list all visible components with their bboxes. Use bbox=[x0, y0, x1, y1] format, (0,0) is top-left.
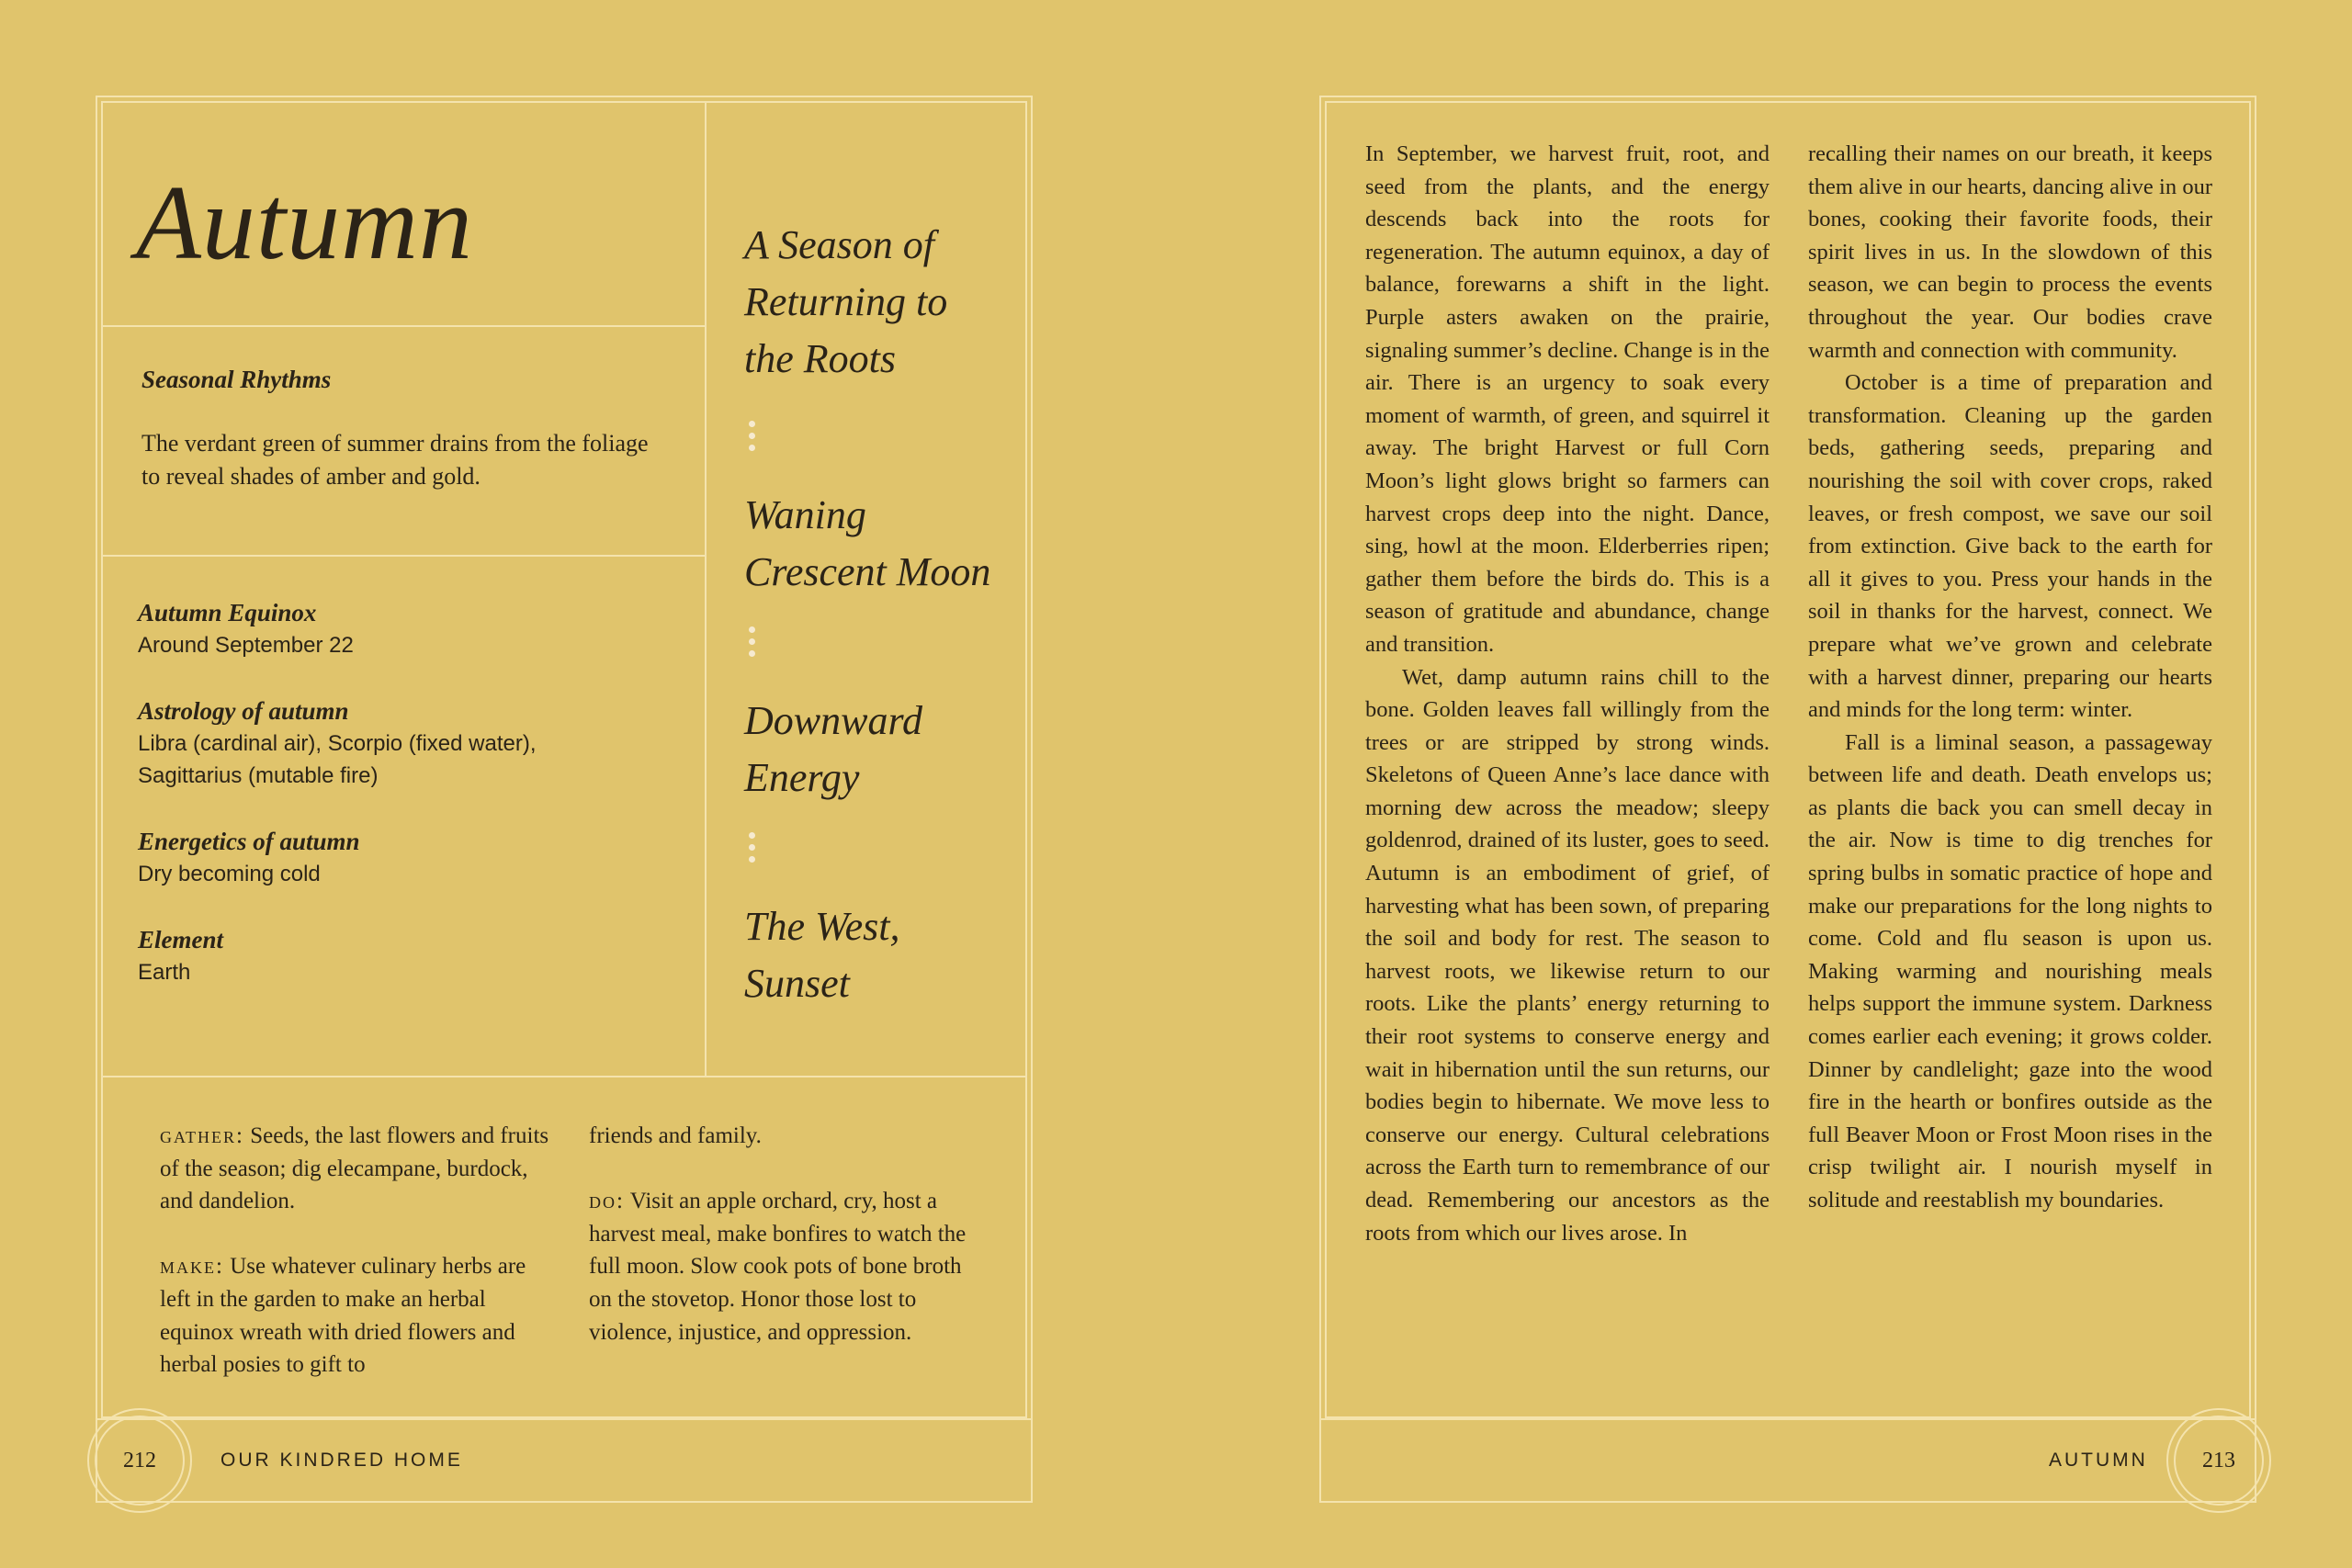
do-paragraph bbox=[589, 1185, 984, 1348]
gather-text: Seeds, the last flowers and fruits of the season; dig elecampane, burdock, and dandelion. bbox=[160, 1123, 549, 1214]
fact-value: Around September 22 bbox=[138, 633, 354, 658]
paragraph: Wet, damp autumn rains chill to the bone. Golden leaves fall willingly from the trees or are stripped by strong winds. Skeletons of Queen Anne’s lace dance with morning dew across the meadow; sleepy goldenrod, drained of its luster, goes to seed. Autumn is an embodiment of grief, of harvesting what has been sown, of preparing the soil and body for rest. The season to harvest roots, we likewise return to our roots. Like the plants’ energy returning to their root systems to conserve energy and wait in hibernation until the sun returns, our bodies begin to hibernate. We move less to conserve our energy. Cultural celebrations across the Earth turn to remembrance of our dead. Remembering our ancestors as the roots from which our lives arose. In bbox=[1365, 664, 1770, 1246]
make-label: make: bbox=[160, 1254, 224, 1280]
right-text-col-1 bbox=[1365, 138, 1770, 1249]
sidebar-item-moon: Waning Crescent Moon bbox=[744, 492, 991, 594]
left-grid-divider bbox=[705, 101, 707, 1077]
do-label: do: bbox=[589, 1189, 625, 1214]
make-text: Use whatever culinary herbs are left in the garden to make an herbal equinox wreath with dried flowers and herbal posies to gift to bbox=[160, 1254, 526, 1378]
dot-divider bbox=[749, 832, 756, 868]
bottom-col-left bbox=[160, 1120, 555, 1382]
left-page-number: 212 bbox=[123, 1449, 156, 1472]
fact-label: Element bbox=[138, 926, 223, 953]
fact-astrology bbox=[138, 694, 689, 792]
dot-divider bbox=[749, 421, 756, 457]
fact-label: Astrology of autumn bbox=[138, 697, 349, 725]
sidebar-item-season: A Season of Returning to the Roots bbox=[744, 222, 948, 381]
dot-divider bbox=[749, 626, 756, 662]
fact-value: Libra (cardinal air), Scorpio (fixed water), Sagittarius (mutable fire) bbox=[138, 731, 537, 788]
fact-energetics bbox=[138, 825, 689, 890]
paragraph: Fall is a liminal season, a passageway between life and death. Death envelops us; as plants die back you can smell decay in the air. Now is time to dig trenches for spring bulbs in somatic practice of hope and make our preparations for the long nights to come. Cold and flu season is upon us. Making warming and nourishing meals helps support the immune system. Darkness comes earlier each evening; it grows colder. Dinner by candlelight; gaze into the wood fire in the hearth or bonfires outside as the full Beaver Moon or Frost Moon rises in the crisp twilight air. I nourish myself in solitude and reestablish my boundaries. bbox=[1808, 729, 2212, 1213]
seasonal-rhythms-heading: Seasonal Rhythms bbox=[141, 366, 332, 393]
seasonal-rhythms-text: The verdant green of summer drains from the foliage to reveal shades of amber and gold. bbox=[141, 430, 649, 490]
page-title: Autumn bbox=[136, 164, 473, 282]
right-page-number: 213 bbox=[2202, 1449, 2235, 1472]
paragraph: recalling their names on our breath, it keeps them alive in our hearts, dancing alive in our bones, cooking their favorite foods, their spirit lives in us. In the slowdown of this season, we can begin to process the events throughout the year. Our bodies crave warmth and connection with community. bbox=[1808, 141, 2212, 363]
right-running-head: AUTUMN bbox=[2049, 1450, 2148, 1471]
do-text: Visit an apple orchard, cry, host a harvest meal, make bonfires to watch the full moon. Slow cook pots of bone broth on the stovetop. Honor those lost to violence, injustice, and oppression. bbox=[589, 1189, 967, 1345]
paragraph: October is a time of preparation and transformation. Cleaning up the garden beds, gathering seeds, preparing and nourishing the soil with cover crops, raked leaves, or fresh compost, we save our soil from extinction. Give back to the earth for all it gives to you. Press your hands in the soil in thanks for the harvest, connect. We prepare what we’ve grown and celebrate with a harvest dinner, preparing our hearts and minds for the long term: winter. bbox=[1808, 370, 2212, 723]
rhythms-rule bbox=[101, 555, 705, 557]
fact-element bbox=[138, 923, 689, 988]
facts-list bbox=[138, 596, 689, 1021]
make-continued: friends and family. bbox=[589, 1123, 762, 1148]
bottom-section-rule bbox=[101, 1076, 1027, 1077]
fact-value: Dry becoming cold bbox=[138, 862, 321, 886]
seasonal-rhythms bbox=[141, 366, 656, 493]
bottom-col-right bbox=[589, 1120, 984, 1348]
left-footer-rule bbox=[96, 1418, 1033, 1420]
fact-value: Earth bbox=[138, 960, 191, 985]
gather-paragraph bbox=[160, 1120, 555, 1218]
gather-label: gather: bbox=[160, 1123, 244, 1148]
fact-equinox bbox=[138, 596, 689, 661]
right-text-col-2 bbox=[1808, 138, 2212, 1217]
left-running-head: OUR KINDRED HOME bbox=[220, 1450, 463, 1471]
right-footer-rule bbox=[1319, 1418, 2256, 1420]
paragraph: In September, we harvest fruit, root, and seed from the plants, and the energy descends back into the roots for regeneration. The autumn equinox, a day of balance, forewarns a shift in the light. Purple asters awaken on the prairie, signaling summer’s decline. Change is in the air. There is an urgency to soak every moment of warmth, of green, and squirrel it away. The bright Harvest or full Corn Moon’s light glows bright so farmers can harvest crops deep into the night. Dance, sing, howl at the moon. Elderberries ripen; gather them before the birds do. This is a season of gratitude and abundance, change and transition. bbox=[1365, 141, 1770, 657]
fact-label: Autumn Equinox bbox=[138, 599, 317, 626]
sidebar-item-energy: Downward Energy bbox=[744, 698, 922, 800]
title-rule bbox=[101, 325, 705, 327]
fact-label: Energetics of autumn bbox=[138, 828, 360, 855]
make-paragraph bbox=[160, 1250, 555, 1381]
sidebar-item-direction: The West, Sunset bbox=[744, 904, 900, 1006]
